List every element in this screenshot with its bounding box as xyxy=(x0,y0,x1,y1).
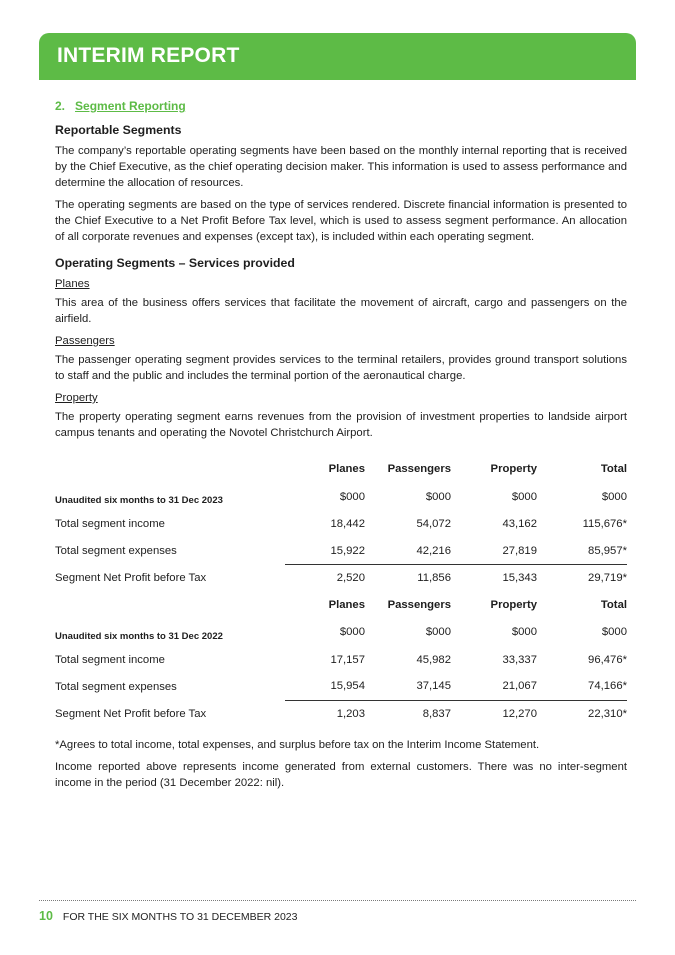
row-label: Segment Net Profit before Tax xyxy=(55,572,207,584)
table-row-net xyxy=(55,700,627,727)
section-heading xyxy=(55,98,627,114)
footer-divider xyxy=(39,900,636,901)
cell-value: 15,954 xyxy=(330,680,365,693)
cell-value: 45,982 xyxy=(416,653,451,666)
column-header-row xyxy=(55,456,627,483)
cell-value: 37,145 xyxy=(416,680,451,693)
col-header-planes: Planes xyxy=(328,598,365,611)
cell-value: 74,166* xyxy=(588,680,627,693)
reportable-paragraph-2: The operating segments are based on the type of services rendered. Discrete financial information is presented to the Chief Executive to a Net Profit Before Tax level, which is used to assess segment performance. An allocation of all corporate revenues and expenses (except tax), is included within each operating segment. xyxy=(55,199,627,243)
col-header-total: Total xyxy=(600,463,627,476)
page-number: 10 xyxy=(39,909,53,923)
cell-value: 15,343 xyxy=(451,565,537,592)
period-label: Unaudited six months to 31 Dec 2022 xyxy=(55,630,223,642)
col-header-property: Property xyxy=(490,598,537,611)
col-header-passengers: Passengers xyxy=(387,598,451,611)
section-number: 2. xyxy=(55,99,66,113)
cell-value: 2,520 xyxy=(285,565,365,592)
unit-passengers: $000 xyxy=(425,490,451,503)
banner-title: INTERIM REPORT xyxy=(57,44,240,67)
cell-value: 1,203 xyxy=(285,700,365,727)
cell-value: 22,310* xyxy=(537,700,627,727)
cell-value: 85,957* xyxy=(588,544,627,557)
operating-heading: Operating Segments – Services provided xyxy=(55,256,295,270)
unit-total: $000 xyxy=(601,490,627,503)
cell-value: 33,337 xyxy=(502,653,537,666)
period-label: Unaudited six months to 31 Dec 2023 xyxy=(55,495,223,506)
col-header-total: Total xyxy=(600,598,627,611)
table-row xyxy=(55,511,627,538)
row-label: Total segment expenses xyxy=(55,545,177,557)
property-paragraph: The property operating segment earns revenues from the provision of investment properties to landside airport campus tenants and operating the Novotel Christchurch Airport. xyxy=(55,411,627,439)
col-header-passengers: Passengers xyxy=(387,463,451,476)
page-content xyxy=(55,98,627,797)
cell-value: 21,067 xyxy=(502,680,537,693)
col-header-property: Property xyxy=(490,463,537,476)
unit-total: $000 xyxy=(601,626,627,639)
unit-planes: $000 xyxy=(339,626,365,639)
passengers-subheading: Passengers xyxy=(55,335,115,347)
cell-value: 29,719* xyxy=(537,565,627,592)
cell-value: 115,676* xyxy=(582,518,627,531)
report-banner xyxy=(39,33,636,80)
cell-value: 42,216 xyxy=(416,544,451,557)
segment-table xyxy=(55,456,627,727)
footer-text: FOR THE SIX MONTHS TO 31 DECEMBER 2023 xyxy=(62,911,298,923)
property-subheading: Property xyxy=(55,392,98,404)
unit-property: $000 xyxy=(511,490,537,503)
row-label: Total segment expenses xyxy=(55,680,177,693)
cell-value: 18,442 xyxy=(330,518,365,531)
cell-value: 43,162 xyxy=(502,518,537,531)
page-footer xyxy=(39,909,297,923)
cell-value: 27,819 xyxy=(502,544,537,557)
table-row xyxy=(55,647,627,674)
column-header-row xyxy=(55,592,627,619)
table-row-net xyxy=(55,565,627,592)
planes-paragraph: This area of the business offers services that facilitate the movement of aircraft, cargo and passengers on the airfield. xyxy=(55,297,627,325)
income-note: Income reported above represents income generated from external customers. There was no inter-segment income in the period (31 December 2022: nil). xyxy=(55,761,627,789)
row-label: Total segment income xyxy=(55,653,165,666)
col-header-planes: Planes xyxy=(328,463,365,476)
cell-value: 15,922 xyxy=(330,544,365,557)
table-row xyxy=(55,673,627,700)
row-label: Total segment income xyxy=(55,518,165,531)
cell-value: 8,837 xyxy=(365,700,451,727)
unit-property: $000 xyxy=(511,626,537,639)
table-footnote: *Agrees to total income, total expenses, and surplus before tax on the Interim Income Statement. xyxy=(55,739,540,751)
cell-value: 54,072 xyxy=(416,518,451,531)
cell-value: 96,476* xyxy=(588,653,627,666)
planes-subheading: Planes xyxy=(55,278,90,290)
table-row xyxy=(55,538,627,565)
unit-planes: $000 xyxy=(339,490,365,503)
cell-value: 11,856 xyxy=(365,565,451,592)
cell-value: 12,270 xyxy=(451,700,537,727)
row-label: Segment Net Profit before Tax xyxy=(55,707,207,720)
reportable-heading: Reportable Segments xyxy=(55,123,182,137)
reportable-paragraph-1: The company’s reportable operating segments have been based on the monthly internal reporting that is received by the Chief Executive, as the chief operating decision maker. This information is used to assess performance and determine the allocation of resources. xyxy=(55,145,627,189)
section-title: Segment Reporting xyxy=(75,99,186,113)
cell-value: 17,157 xyxy=(330,653,365,666)
unit-passengers: $000 xyxy=(425,626,451,639)
passengers-paragraph: The passenger operating segment provides services to the terminal retailers, provides ground transport solutions to staff and the public and includes the terminal portion of the aeronautical charge. xyxy=(55,354,627,382)
units-row xyxy=(55,618,627,647)
units-row xyxy=(55,483,627,512)
